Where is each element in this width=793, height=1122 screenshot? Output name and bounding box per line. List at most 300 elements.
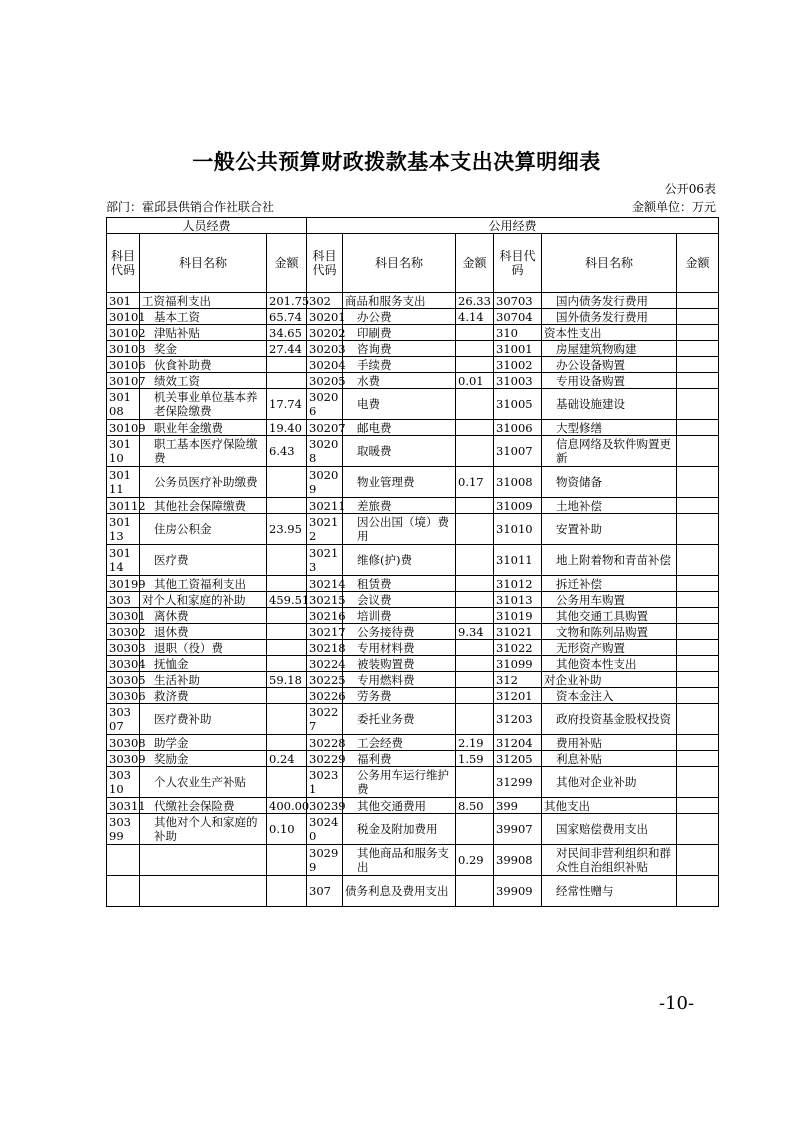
amount-cell: 65.74 [267,309,307,325]
amount-cell [677,325,719,341]
code-cell: 30101 [107,309,140,325]
name-cell: 资本性支出 [542,325,677,341]
amount-cell [677,293,719,309]
table-row [107,845,719,876]
amount-cell: 400.00 [267,798,307,814]
code-cell: 30309 [107,751,140,767]
table-row [107,814,719,845]
name-cell: 其他资本性支出 [542,656,677,672]
name-cell [140,845,267,876]
code-cell [107,845,140,876]
code-cell: 30112 [107,498,140,514]
code-cell: 30201 [307,309,343,325]
table-row [107,656,719,672]
amount-cell [677,467,719,498]
code-cell: 30217 [307,624,343,640]
table-row [107,592,719,608]
name-cell: 取暖费 [343,436,456,467]
amount-cell [677,735,719,751]
amount-cell [456,325,494,341]
code-cell: 30204 [307,357,343,373]
name-cell: 奖励金 [140,751,267,767]
code-cell: 39907 [494,814,542,845]
code-cell: 30108 [107,389,140,420]
name-cell: 安置补助 [542,514,677,545]
code-cell: 39909 [494,876,542,907]
code-cell: 30231 [307,767,343,798]
amount-cell [267,373,307,389]
name-cell: 租赁费 [343,576,456,592]
code-cell: 30399 [107,814,140,845]
name-cell: 信息网络及软件购置更新 [542,436,677,467]
name-cell: 大型修缮 [542,420,677,436]
code-cell: 31299 [494,767,542,798]
amount-cell [456,814,494,845]
name-cell: 机关事业单位基本养老保险缴费 [140,389,267,420]
amount-cell: 2.19 [456,735,494,751]
name-cell: 培训费 [343,608,456,624]
code-cell: 30199 [107,576,140,592]
table-row [107,624,719,640]
code-cell: 30216 [307,608,343,624]
amount-cell: 17.74 [267,389,307,420]
table-row [107,608,719,624]
code-cell: 30214 [307,576,343,592]
amount-cell [677,514,719,545]
amount-cell: 459.51 [267,592,307,608]
name-cell: 国家赔偿费用支出 [542,814,677,845]
name-cell: 维修(护)费 [343,545,456,576]
name-cell: 专用燃料费 [343,672,456,688]
name-cell: 物资储备 [542,467,677,498]
amount-cell [677,576,719,592]
table-row [107,325,719,341]
code-cell: 30203 [307,341,343,357]
name-cell: 生活补助 [140,672,267,688]
amount-cell [677,341,719,357]
name-cell: 退休费 [140,624,267,640]
code-cell [107,876,140,907]
name-cell: 手续费 [343,357,456,373]
amount-cell [267,845,307,876]
code-cell: 301 [107,293,140,309]
code-cell: 30224 [307,656,343,672]
code-cell: 302 [307,293,343,309]
code-cell: 31009 [494,498,542,514]
code-cell: 310 [494,325,542,341]
amount-cell [677,704,719,735]
amount-cell: 26.33 [456,293,494,309]
amount-cell: 59.18 [267,672,307,688]
code-cell: 312 [494,672,542,688]
name-cell: 工资福利支出 [140,293,267,309]
amount-cell [677,751,719,767]
amount-cell [677,436,719,467]
amount-cell [677,498,719,514]
name-cell: 国外债务发行费用 [542,309,677,325]
page-number: -10- [659,993,695,1014]
table-row [107,467,719,498]
amount-cell [677,672,719,688]
name-cell: 助学金 [140,735,267,751]
amount-cell [267,624,307,640]
amount-cell [267,767,307,798]
amount-cell: 0.24 [267,751,307,767]
name-cell: 经常性赠与 [542,876,677,907]
code-cell: 31099 [494,656,542,672]
amount-cell: 1.59 [456,751,494,767]
amount-cell [456,767,494,798]
name-cell: 税金及附加费用 [343,814,456,845]
amount-cell [677,420,719,436]
code-cell: 31008 [494,467,542,498]
amount-cell [677,845,719,876]
code-cell: 30218 [307,640,343,656]
name-cell: 委托业务费 [343,704,456,735]
name-cell: 拆迁补偿 [542,576,677,592]
name-cell: 房屋建筑物购建 [542,341,677,357]
amount-cell [456,640,494,656]
table-row [107,704,719,735]
amount-cell [677,309,719,325]
page-title: 一般公共预算财政拨款基本支出决算明细表 [192,150,601,174]
code-cell: 30206 [307,389,343,420]
code-cell: 30307 [107,704,140,735]
table-row [107,389,719,420]
code-cell: 31022 [494,640,542,656]
code-cell: 30240 [307,814,343,845]
name-cell: 物业管理费 [343,467,456,498]
name-cell: 津贴补贴 [140,325,267,341]
amount-cell [456,389,494,420]
table-row [107,576,719,592]
code-cell: 30304 [107,656,140,672]
amount-cell [677,608,719,624]
name-cell: 电费 [343,389,456,420]
code-cell: 30213 [307,545,343,576]
code-header: 科目代码 [494,234,542,293]
name-header: 科目名称 [542,234,677,293]
table-row [107,798,719,814]
code-cell: 31010 [494,514,542,545]
name-cell: 其他交通费用 [343,798,456,814]
amount-cell [267,656,307,672]
amount-cell [456,545,494,576]
code-cell: 30305 [107,672,140,688]
amount-cell: 34.65 [267,325,307,341]
amount-cell: 19.40 [267,420,307,436]
table-row [107,672,719,688]
amount-cell: 201.75 [267,293,307,309]
amount-cell [456,420,494,436]
amount-cell [456,656,494,672]
amount-cell [677,798,719,814]
table-row [107,767,719,798]
table-row [107,420,719,436]
code-cell: 30208 [307,436,343,467]
name-cell: 地上附着物和青苗补偿 [542,545,677,576]
column-header-row [107,234,719,293]
amount-cell [677,545,719,576]
code-cell: 31006 [494,420,542,436]
name-cell: 其他支出 [542,798,677,814]
name-cell: 咨询费 [343,341,456,357]
amount-cell: 23.95 [267,514,307,545]
amount-cell: 0.17 [456,467,494,498]
amount-cell: 9.34 [456,624,494,640]
name-cell: 债务利息及费用支出 [343,876,456,907]
table-row [107,373,719,389]
name-cell: 奖金 [140,341,267,357]
name-cell: 住房公积金 [140,514,267,545]
table-row [107,735,719,751]
amount-cell [677,624,719,640]
name-cell: 政府投资基金股权投资 [542,704,677,735]
name-cell: 资本金注入 [542,688,677,704]
amount-unit-label: 金额单位：万元 [631,200,716,214]
group-header-row [107,218,719,234]
code-cell: 30311 [107,798,140,814]
name-cell: 职业年金缴费 [140,420,267,436]
name-cell: 土地补偿 [542,498,677,514]
code-cell: 31011 [494,545,542,576]
code-cell: 30229 [307,751,343,767]
code-cell: 31201 [494,688,542,704]
table-row [107,640,719,656]
name-cell: 公务用车购置 [542,592,677,608]
name-cell: 邮电费 [343,420,456,436]
name-cell: 公务员医疗补助缴费 [140,467,267,498]
amount-cell [456,576,494,592]
name-cell: 基本工资 [140,309,267,325]
code-cell: 31012 [494,576,542,592]
code-cell: 30113 [107,514,140,545]
amount-cell [456,592,494,608]
name-cell [140,876,267,907]
code-cell: 31204 [494,735,542,751]
name-cell: 公务用车运行维护费 [343,767,456,798]
name-cell: 其他交通工具购置 [542,608,677,624]
expenditure-table [106,217,719,907]
amount-cell [267,704,307,735]
amount-cell [267,357,307,373]
amount-cell [456,357,494,373]
personnel-group-header: 人员经费 [107,218,307,234]
amount-cell [677,656,719,672]
amount-cell [456,341,494,357]
amount-header: 金额 [267,234,307,293]
code-cell: 31003 [494,373,542,389]
code-cell: 30228 [307,735,343,751]
amount-cell [677,357,719,373]
amount-cell: 6.43 [267,436,307,467]
name-header: 科目名称 [343,234,456,293]
amount-cell [677,640,719,656]
code-cell: 30308 [107,735,140,751]
code-cell: 31021 [494,624,542,640]
code-cell: 30303 [107,640,140,656]
code-cell: 31002 [494,357,542,373]
table-row [107,498,719,514]
table-row [107,309,719,325]
code-cell: 30227 [307,704,343,735]
name-cell: 其他对个人和家庭的补助 [140,814,267,845]
name-cell: 其他工资福利支出 [140,576,267,592]
name-cell: 文物和陈列品购置 [542,624,677,640]
code-cell: 31203 [494,704,542,735]
amount-cell [677,389,719,420]
name-cell: 商品和服务支出 [343,293,456,309]
name-cell: 差旅费 [343,498,456,514]
code-cell: 31001 [494,341,542,357]
code-cell: 30226 [307,688,343,704]
code-cell: 30215 [307,592,343,608]
table-row [107,341,719,357]
name-cell: 个人农业生产补贴 [140,767,267,798]
name-cell: 绩效工资 [140,373,267,389]
name-cell: 退职（役）费 [140,640,267,656]
code-cell: 30202 [307,325,343,341]
code-cell: 30114 [107,545,140,576]
name-cell: 离休费 [140,608,267,624]
amount-cell [267,467,307,498]
amount-cell [456,704,494,735]
code-cell: 30110 [107,436,140,467]
table-row [107,688,719,704]
code-cell: 30302 [107,624,140,640]
name-cell: 抚恤金 [140,656,267,672]
code-cell: 30212 [307,514,343,545]
code-cell: 30205 [307,373,343,389]
amount-cell [456,514,494,545]
name-cell: 印刷费 [343,325,456,341]
name-cell: 公务接待费 [343,624,456,640]
amount-cell [677,688,719,704]
amount-cell [677,592,719,608]
amount-header: 金额 [677,234,719,293]
amount-cell: 4.14 [456,309,494,325]
table-row [107,876,719,907]
name-cell: 利息补贴 [542,751,677,767]
code-cell: 30704 [494,309,542,325]
amount-cell: 0.10 [267,814,307,845]
name-cell: 对企业补助 [542,672,677,688]
amount-cell [267,545,307,576]
amount-cell [456,498,494,514]
code-cell: 30301 [107,608,140,624]
code-cell: 30107 [107,373,140,389]
name-cell: 专用设备购置 [542,373,677,389]
name-cell: 办公设备购置 [542,357,677,373]
name-cell: 会议费 [343,592,456,608]
name-cell: 对民间非营利组织和群众性自治组织补贴 [542,845,677,876]
name-cell: 基础设施建设 [542,389,677,420]
code-cell: 30211 [307,498,343,514]
code-cell: 30207 [307,420,343,436]
code-cell: 31205 [494,751,542,767]
amount-cell: 0.29 [456,845,494,876]
table-row [107,751,719,767]
name-cell: 费用补贴 [542,735,677,751]
code-cell: 307 [307,876,343,907]
amount-cell [267,576,307,592]
amount-cell [456,672,494,688]
amount-cell [677,373,719,389]
name-cell: 代缴社会保险费 [140,798,267,814]
code-cell: 30703 [494,293,542,309]
name-cell: 其他社会保障缴费 [140,498,267,514]
name-cell: 专用材料费 [343,640,456,656]
amount-cell: 0.01 [456,373,494,389]
table-row [107,545,719,576]
name-header: 科目名称 [140,234,267,293]
name-cell: 医疗费 [140,545,267,576]
name-cell: 工会经费 [343,735,456,751]
table-row [107,514,719,545]
code-cell: 30306 [107,688,140,704]
name-cell: 其他对企业补助 [542,767,677,798]
table-row [107,436,719,467]
code-cell: 303 [107,592,140,608]
amount-cell [456,436,494,467]
name-cell: 被装购置费 [343,656,456,672]
amount-cell [267,688,307,704]
public-group-header: 公用经费 [307,218,719,234]
amount-cell [267,608,307,624]
name-cell: 对个人和家庭的补助 [140,592,267,608]
amount-cell [456,688,494,704]
code-cell: 30102 [107,325,140,341]
code-cell: 30225 [307,672,343,688]
amount-cell: 27.44 [267,341,307,357]
code-cell: 30109 [107,420,140,436]
code-header: 科目代码 [107,234,140,293]
amount-cell [267,876,307,907]
form-number: 公开06表 [664,182,716,196]
table-row [107,293,719,309]
code-cell: 31019 [494,608,542,624]
name-cell: 劳务费 [343,688,456,704]
amount-cell [677,876,719,907]
code-cell: 30310 [107,767,140,798]
name-cell: 水费 [343,373,456,389]
code-cell: 39908 [494,845,542,876]
name-cell: 伙食补助费 [140,357,267,373]
code-cell: 31013 [494,592,542,608]
code-cell: 30239 [307,798,343,814]
amount-cell [267,640,307,656]
amount-cell [456,876,494,907]
code-cell: 30106 [107,357,140,373]
code-cell: 31007 [494,436,542,467]
amount-cell [267,498,307,514]
code-cell: 399 [494,798,542,814]
code-cell: 31005 [494,389,542,420]
amount-cell [677,767,719,798]
department-label: 部门：霍邱县供销合作社联合社 [106,200,275,214]
name-cell: 福利费 [343,751,456,767]
code-cell: 30209 [307,467,343,498]
amount-header: 金额 [456,234,494,293]
name-cell: 救济费 [140,688,267,704]
amount-cell [677,814,719,845]
name-cell: 因公出国（境）费用 [343,514,456,545]
amount-cell [267,735,307,751]
name-cell: 办公费 [343,309,456,325]
amount-cell [456,608,494,624]
code-cell: 30103 [107,341,140,357]
name-cell: 国内债务发行费用 [542,293,677,309]
